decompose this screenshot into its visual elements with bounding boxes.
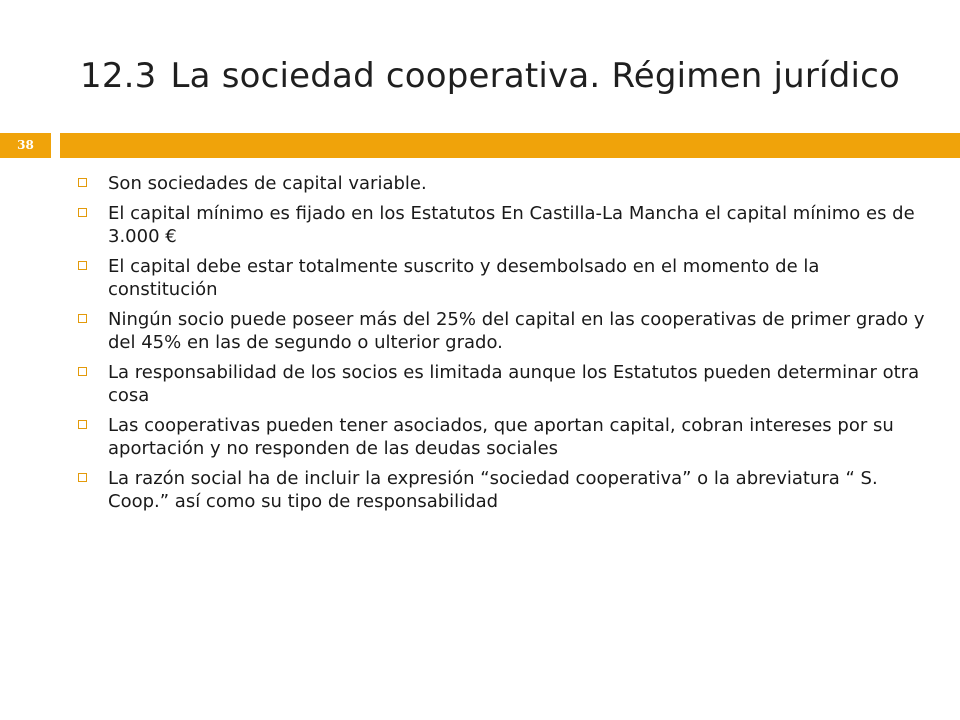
list-item [76,255,926,301]
bullet-text: El capital mínimo es fijado en los Estatutos En Castilla-La Mancha el capital mínimo es de 3.000 € [108,203,915,247]
square-bullet-icon [78,178,87,187]
bullet-text: El capital debe estar totalmente suscrito y desembolsado en el momento de la constitución [108,256,820,300]
square-bullet-icon [78,208,87,217]
list-item [76,467,926,513]
square-bullet-icon [78,420,87,429]
header-bar [0,133,960,158]
list-item [76,202,926,248]
square-bullet-icon [78,314,87,323]
slide-title [80,54,940,98]
square-bullet-icon [78,367,87,376]
bullet-text: La razón social ha de incluir la expresión “sociedad cooperativa” o la abreviatura “ S. Coop.” así como su tipo de responsabilidad [108,468,878,512]
list-item [76,172,926,195]
title-section-number: 12.3 [80,56,157,96]
accent-bar [60,133,960,158]
list-item [76,308,926,354]
bullet-text: Son sociedades de capital variable. [108,173,427,194]
list-item [76,361,926,407]
bullet-text: Ningún socio puede poseer más del 25% del capital en las cooperativas de primer grado y del 45% en las de segundo o ulterior grado. [108,309,925,353]
list-item [76,414,926,460]
title-text: La sociedad cooperativa. Régimen jurídico [170,56,901,96]
bullet-text: Las cooperativas pueden tener asociados, que aportan capital, cobran intereses por su aportación y no responden de las deudas sociales [108,415,894,459]
page-number-badge: 38 [0,133,51,158]
square-bullet-icon [78,473,87,482]
square-bullet-icon [78,261,87,270]
bullet-list [76,172,926,520]
bullet-text: La responsabilidad de los socios es limitada aunque los Estatutos pueden determinar otra cosa [108,362,920,406]
